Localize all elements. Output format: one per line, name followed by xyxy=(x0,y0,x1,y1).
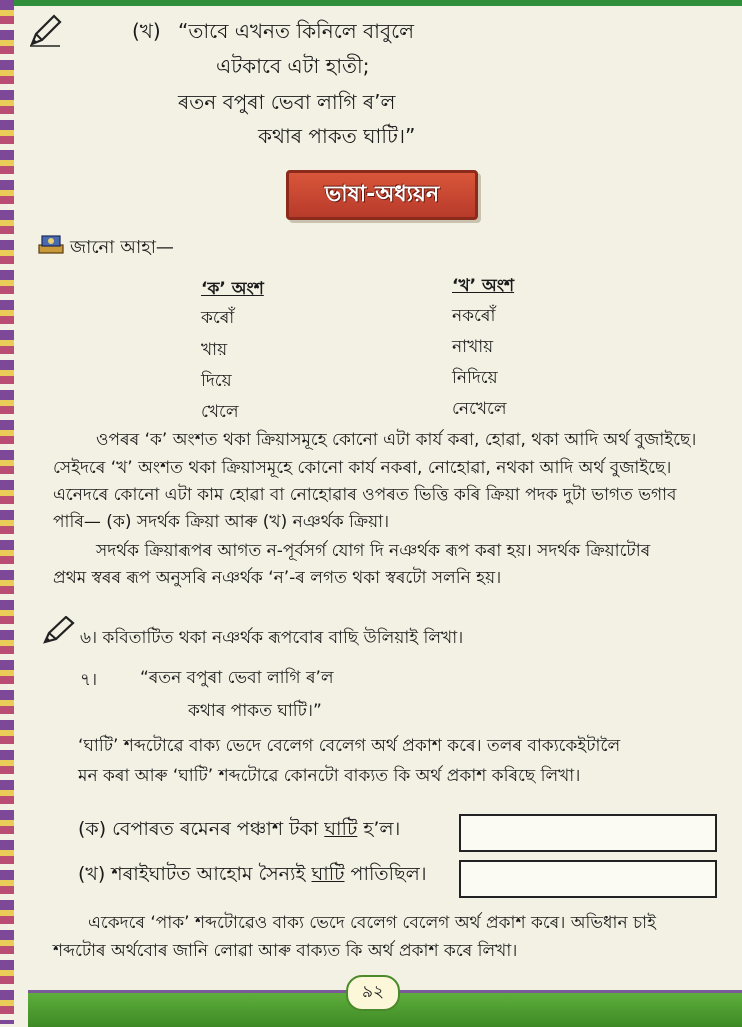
example-b-word: ঘাটি xyxy=(311,863,345,885)
example-b xyxy=(78,860,427,892)
decorative-border xyxy=(0,0,14,1024)
example-a-word: ঘাটি xyxy=(324,818,358,840)
para2-line-2: প্ৰথম স্বৰৰ ৰূপ অনুসৰি নঞৰ্থক ‘ন’-ৰ লগত থকা স্বৰটো সলনি হয়। xyxy=(53,568,502,588)
example-a xyxy=(78,815,400,847)
column-b-header: ‘খ’ অংশ xyxy=(452,276,515,296)
question-7-quote-1: “ৰতন বপুৰা ভেবা লাগি ৰ’ল xyxy=(140,668,334,688)
para3-line-1: একেদৰে ‘পাক’ শব্দটোৱেও বাক্য ভেদে বেলেগ বেলেগ অৰ্থ প্ৰকাশ কৰে। অভিধান চাই xyxy=(88,913,656,933)
poem-line-2: এটকাবে এটা হাতী; xyxy=(216,54,370,78)
poem-line-3: ৰতন বপুৰা ভেবা লাগি ৰ’ল xyxy=(178,90,396,114)
know-heading: জানো আহা— xyxy=(70,237,174,258)
word-a-3: দিয়ে xyxy=(201,371,232,391)
section-banner xyxy=(286,170,478,220)
question-6: ৬। কবিতাটিত থকা নঞৰ্থক ৰূপবোৰ বাছি উলিয়াই লিখা। xyxy=(80,628,464,648)
para3-line-2: শব্দটোৰ অৰ্থবোৰ জানি লোৱা আৰু বাক্যত কি অৰ্থ প্ৰকাশ কৰে লিখা। xyxy=(53,941,518,961)
answer-box-a[interactable] xyxy=(459,814,717,852)
example-a-post: হ’ল। xyxy=(357,818,401,840)
para1-line-2: সেইদৰে ‘খ’ অংশত থকা ক্ৰিয়াসমূহে কোনো কাৰ্য নকৰা, নোহোৱা, নথকা আদি অৰ্থ বুজাইছে। xyxy=(53,458,672,478)
word-b-4: নেখেলে xyxy=(452,399,507,419)
para2-line-1: সদৰ্থক ক্ৰিয়াৰূপৰ আগত ন-পূৰ্বসৰ্গ যোগ দি নঞৰ্থক ৰূপ কৰা হয়। সদৰ্থক ক্ৰিয়াটোৰ xyxy=(96,541,651,561)
pencil-icon xyxy=(28,14,62,48)
para1-line-4: পাৰি— (ক) সদৰ্থক ক্ৰিয়া আৰু (খ) নঞৰ্থক ক্ৰিয়া। xyxy=(53,512,390,532)
question-7-text-2: মন কৰা আৰু ‘ঘাটি’ শব্দটোৱে কোনটো বাক্যত কি অৰ্থ প্ৰকাশ কৰিছে লিখা। xyxy=(78,766,581,786)
poem-line-4: কথাৰ পাকত ঘাটি।” xyxy=(258,124,416,148)
example-a-pre: (ক) বেপাৰত ৰমেনৰ পঞ্চাশ টকা xyxy=(78,818,325,840)
poem-line-1: “তাবে এখনত কিনিলে বাবুলে xyxy=(178,19,415,43)
para1-line-3: এনেদৰে কোনো এটা কাম হোৱা বা নোহোৱাৰ ওপৰত ভিত্তি কৰি ক্ৰিয়া পদক দুটা ভাগত ভগাব xyxy=(53,485,677,505)
answer-box-b[interactable] xyxy=(459,860,717,898)
section-title: ভাষা-অধ্যয়ন xyxy=(324,181,440,207)
top-green-bar xyxy=(14,0,742,6)
para1-line-1: ওপৰৰ ‘ক’ অংশত থকা ক্ৰিয়াসমূহে কোনো এটা কাৰ্য কৰা, হোৱা, থকা আদি অৰ্থ বুজাইছে। xyxy=(96,430,697,450)
question-7-text-1: ‘ঘাটি’ শব্দটোৱে বাক্য ভেদে বেলেগ বেলেগ অৰ্থ প্ৰকাশ কৰে। তলৰ বাক্যকেইটালৈ xyxy=(78,736,621,756)
page-number: ৯২ xyxy=(361,982,385,1002)
column-a-header: ‘ক’ অংশ xyxy=(201,279,264,299)
page-number-badge xyxy=(346,975,400,1011)
book-icon xyxy=(38,233,64,255)
word-b-3: নিদিয়ে xyxy=(452,368,498,388)
example-b-pre: (খ) শৰাইঘাটত আহোম সৈন্যই xyxy=(78,863,312,885)
question-7-number: ৭। xyxy=(80,670,98,690)
pencil-icon xyxy=(42,616,76,650)
word-b-2: নাখায় xyxy=(452,337,494,357)
word-a-4: খেলে xyxy=(201,402,239,422)
example-b-post: পাতিছিল। xyxy=(344,863,427,885)
word-b-1: নকৰোঁ xyxy=(452,306,496,326)
word-a-1: কৰোঁ xyxy=(201,308,235,328)
word-a-2: খায় xyxy=(201,340,228,360)
poem-marker: (খ) xyxy=(132,19,161,43)
question-7-quote-2: কথাৰ পাকত ঘাটি।” xyxy=(188,701,322,721)
